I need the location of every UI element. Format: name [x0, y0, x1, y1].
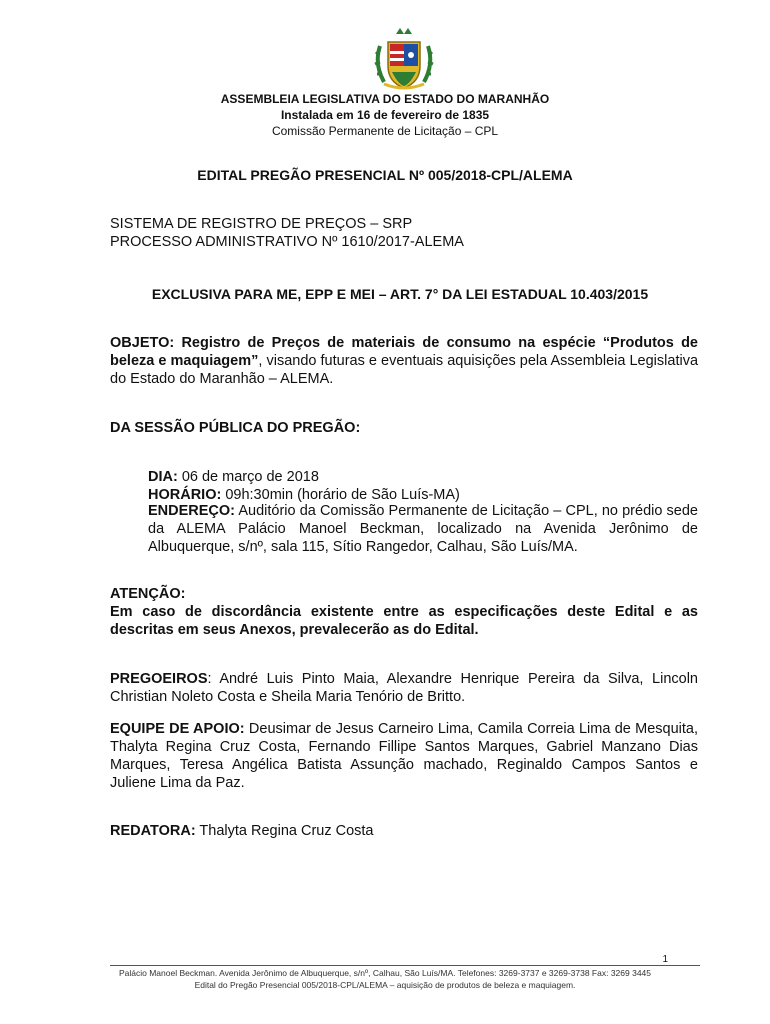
state-crest-emblem [370, 24, 438, 92]
sessao-endereco [148, 502, 698, 556]
srp-line: SISTEMA DE REGISTRO DE PREÇOS – SRP [110, 216, 413, 232]
equipe-label: EQUIPE DE APOIO: [110, 721, 245, 737]
dia-label: DIA: [148, 469, 178, 485]
redatora-text: Thalyta Regina Cruz Costa [195, 823, 374, 839]
endereco-label: ENDEREÇO: [148, 503, 236, 519]
objeto-paragraph [110, 334, 698, 388]
atencao-text: Em caso de discordância existente entre as especificações deste Edital e as descritas em seus Anexos, prevalecerão as do Edital. [110, 604, 698, 638]
footer-edital: Edital do Pregão Presencial 005/2018-CPL/ALEMA – aquisição de produtos de beleza e maquiagem. [194, 980, 576, 990]
equipe-text: Deusimar de Jesus Carneiro Lima, Camila Correia Lima de Mesquita, Thalyta Regina Cruz Costa, Fernando Fillipe Santos Marques, Gabriel Manzano Dias Marques, Teresa Angélica Batista Assunção machado, Reginaldo Campos Santos e Juliene Lima da Paz. [110, 721, 699, 791]
redatora-label: REDATORA: [110, 823, 196, 839]
endereco-value: Auditório da Comissão Permanente de Licitação – CPL, no prédio sede da ALEMA Palácio Manoel Beckman, localizado na Avenida Jerônimo de Albuquerque, s/nº, sala 115, Sítio Rangedor, Calhau, São Luís/MA. [148, 503, 698, 555]
document-title: EDITAL PREGÃO PRESENCIAL Nº 005/2018-CPL/ALEMA [197, 167, 573, 183]
installation-date: Instalada em 16 de fevereiro de 1835 [280, 108, 490, 122]
pregoeiros-label: PREGOEIROS [110, 671, 208, 687]
commission-name: Comissão Permanente de Licitação – CPL [271, 124, 499, 138]
dia-value: 06 de março de 2018 [177, 469, 319, 485]
footer-address: Palácio Manoel Beckman. Avenida Jerônimo de Albuquerque, s/nº, Calhau, São Luís/MA. Telefones: 3269-3737 e 3269-3738 Fax: 3269 3445 [118, 968, 652, 978]
horario-value: 09h:30min (horário de São Luís-MA) [221, 487, 460, 503]
objeto-label: OBJETO: Registro de Preços de materiais de consumo na espécie “Produtos de beleza e maquiagem” [110, 335, 698, 369]
processo-line: PROCESSO ADMINISTRATIVO Nº 1610/2017-ALEMA [110, 234, 464, 250]
pregoeiros-text: : André Luis Pinto Maia, Alexandre Henrique Pereira da Silva, Lincoln Christian Noleto Costa e Sheila Maria Tenório de Britto. [110, 671, 698, 705]
horario-label: HORÁRIO: [148, 487, 222, 503]
objeto-text: , visando futuras e eventuais aquisições pela Assembleia Legislativa do Estado do Maranhão – ALEMA. [110, 353, 699, 387]
sessao-dia [148, 468, 698, 486]
redatora-paragraph [110, 822, 698, 840]
pregoeiros-paragraph [110, 670, 698, 706]
exclusiva-notice: EXCLUSIVA PARA ME, EPP E MEI – ART. 7° DA LEI ESTADUAL 10.403/2015 [151, 286, 649, 302]
equipe-paragraph [110, 720, 698, 792]
atencao-label: ATENÇÃO: [110, 586, 186, 602]
page-number: 1 [662, 954, 668, 965]
institution-name: ASSEMBLEIA LEGISLATIVA DO ESTADO DO MARANHÃO [220, 92, 550, 106]
sessao-heading: DA SESSÃO PÚBLICA DO PREGÃO: [110, 420, 361, 436]
footer-divider [110, 965, 700, 966]
